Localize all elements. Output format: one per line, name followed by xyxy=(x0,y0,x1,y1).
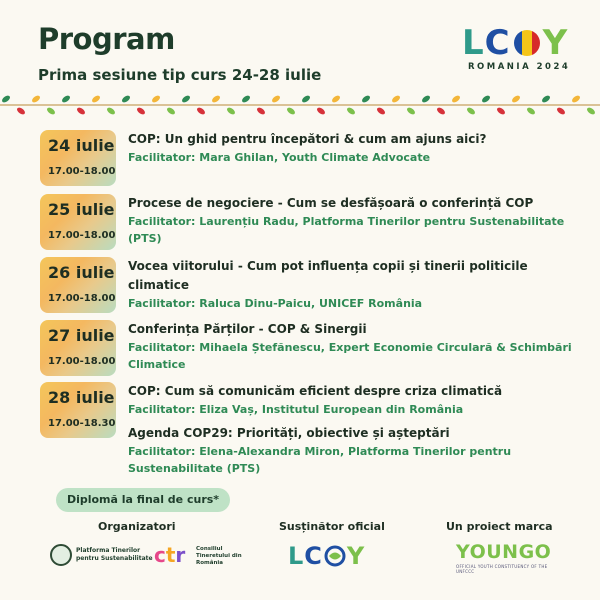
logo-letter-l: L xyxy=(462,23,485,63)
garland-leaf xyxy=(376,106,386,115)
flag-globe-icon xyxy=(512,28,542,58)
garland-leaf xyxy=(511,94,521,103)
session-time: 17.00-18.00 xyxy=(48,356,116,367)
ctr-logo xyxy=(154,544,244,570)
session-details xyxy=(128,130,578,166)
session-details xyxy=(128,320,578,373)
garland-leaf xyxy=(586,106,596,115)
garland-leaf xyxy=(331,94,341,103)
decorative-garland xyxy=(0,90,600,120)
logo-subtitle: ROMANIA 2024 xyxy=(468,62,571,72)
session-details xyxy=(128,382,578,477)
footer-logo-letter-y: Y xyxy=(346,542,366,570)
garland-leaf xyxy=(211,94,221,103)
garland-leaf xyxy=(106,106,116,115)
footer-logo-letter-c: C xyxy=(304,542,323,570)
garland-leaf xyxy=(301,94,311,103)
organizers-label: Organizatori xyxy=(98,520,176,533)
garland-leaf xyxy=(496,106,506,115)
session-time: 17.00-18.00 xyxy=(48,166,116,177)
logo-letter-y: Y xyxy=(542,23,569,63)
session-facilitator: Facilitator: Raluca Dinu-Paicu, UNICEF România xyxy=(128,297,423,310)
garland-leaf xyxy=(526,106,536,115)
session-details xyxy=(128,257,578,312)
garland-leaf xyxy=(421,94,431,103)
session-facilitator: Facilitator: Eliza Vaș, Institutul European din România xyxy=(128,403,464,416)
garland-leaf xyxy=(76,106,86,115)
garland-leaf xyxy=(16,106,26,115)
garland-leaf xyxy=(181,94,191,103)
garland-leaf xyxy=(571,94,581,103)
garland-leaf xyxy=(241,94,251,103)
session-time: 17.00-18.00 xyxy=(48,230,116,241)
youngo-word: YOUNGO xyxy=(456,541,552,563)
garland-leaf xyxy=(136,106,146,115)
session-title: Vocea viitorului - Cum pot influența copii și tinerii politicile climatice xyxy=(128,259,528,292)
garland-leaf xyxy=(391,94,401,103)
lcoy-footer-logo xyxy=(288,542,365,570)
project-label: Un proiect marca xyxy=(446,520,553,533)
garland-leaf xyxy=(1,94,11,103)
session-date: 28 iulie xyxy=(48,388,115,407)
date-box xyxy=(40,194,116,250)
pts-logo-text: Platforma Tinerilor pentru Sustenabilitate xyxy=(76,547,153,562)
garland-leaf xyxy=(451,94,461,103)
garland-leaf xyxy=(271,94,281,103)
session-title: Procese de negociere - Cum se desfășoară o conferință COP xyxy=(128,196,534,210)
youngo-subtitle: OFFICIAL YOUTH CONSTITUENCY OF THE UNFCCC xyxy=(456,564,548,574)
garland-leaf xyxy=(196,106,206,115)
footer-globe-icon xyxy=(324,545,346,567)
garland-leaf xyxy=(226,106,236,115)
lcoy-romania-logo xyxy=(462,23,572,76)
session-date: 26 iulie xyxy=(48,263,115,282)
date-box xyxy=(40,257,116,313)
session-title: Agenda COP29: Priorități, obiective și așteptări xyxy=(128,426,450,440)
garland-leaf xyxy=(31,94,41,103)
session-facilitator: Facilitator: Mara Ghilan, Youth Climate Advocate xyxy=(128,151,431,164)
garland-leaf xyxy=(286,106,296,115)
session-details xyxy=(128,194,578,247)
garland-leaf xyxy=(121,94,131,103)
garland-leaf xyxy=(46,106,56,115)
diploma-badge: Diplomă la final de curs* xyxy=(56,488,230,512)
footer-logo-letter-l: L xyxy=(288,542,305,570)
garland-leaf xyxy=(541,94,551,103)
pts-emblem-icon xyxy=(50,544,72,566)
session-date: 25 iulie xyxy=(48,200,115,219)
session-facilitator: Facilitator: Laurențiu Radu, Platforma Tinerilor pentru Sustenabilitate (PTS) xyxy=(128,215,565,245)
garland-leaf xyxy=(91,94,101,103)
session-date: 24 iulie xyxy=(48,136,115,155)
garland-leaf xyxy=(406,106,416,115)
date-box xyxy=(40,320,116,376)
garland-leaf xyxy=(316,106,326,115)
garland-leaf xyxy=(466,106,476,115)
garland-leaf xyxy=(151,94,161,103)
garland-leaf xyxy=(361,94,371,103)
session-title: Conferința Părților - COP & Sinergii xyxy=(128,322,367,336)
session-facilitator: Facilitator: Elena-Alexandra Miron, Platforma Tinerilor pentru Sustenabilitate (PTS) xyxy=(128,445,512,475)
garland-leaf xyxy=(346,106,356,115)
session-title: COP: Cum să comunicăm eficient despre criza climatică xyxy=(128,384,503,398)
garland-leaf xyxy=(556,106,566,115)
session-time: 17.00-18.30 xyxy=(48,418,116,429)
sponsor-label: Susținător oficial xyxy=(279,520,385,533)
session-time: 17.00-18.00 xyxy=(48,293,116,304)
ctr-logo-word: ctr xyxy=(154,543,186,567)
garland-leaf xyxy=(436,106,446,115)
ctr-logo-text: Consiliul Tineretului din România xyxy=(196,546,242,566)
garland-leaf xyxy=(166,106,176,115)
session-date: 27 iulie xyxy=(48,326,115,345)
garland-leaf xyxy=(256,106,266,115)
session-title: COP: Un ghid pentru începători & cum am ajuns aici? xyxy=(128,132,487,146)
youngo-logo xyxy=(456,542,556,574)
page-subtitle: Prima sesiune tip curs 24-28 iulie xyxy=(38,66,322,84)
page-title: Program xyxy=(38,22,175,56)
garland-leaf xyxy=(61,94,71,103)
session-facilitator: Facilitator: Mihaela Ștefănescu, Expert Economie Circulară & Schimbări Climatice xyxy=(128,341,572,371)
date-box xyxy=(40,382,116,438)
date-box xyxy=(40,130,116,186)
logo-letter-c: C xyxy=(484,23,511,63)
pts-logo xyxy=(50,544,153,568)
garland-leaf xyxy=(481,94,491,103)
